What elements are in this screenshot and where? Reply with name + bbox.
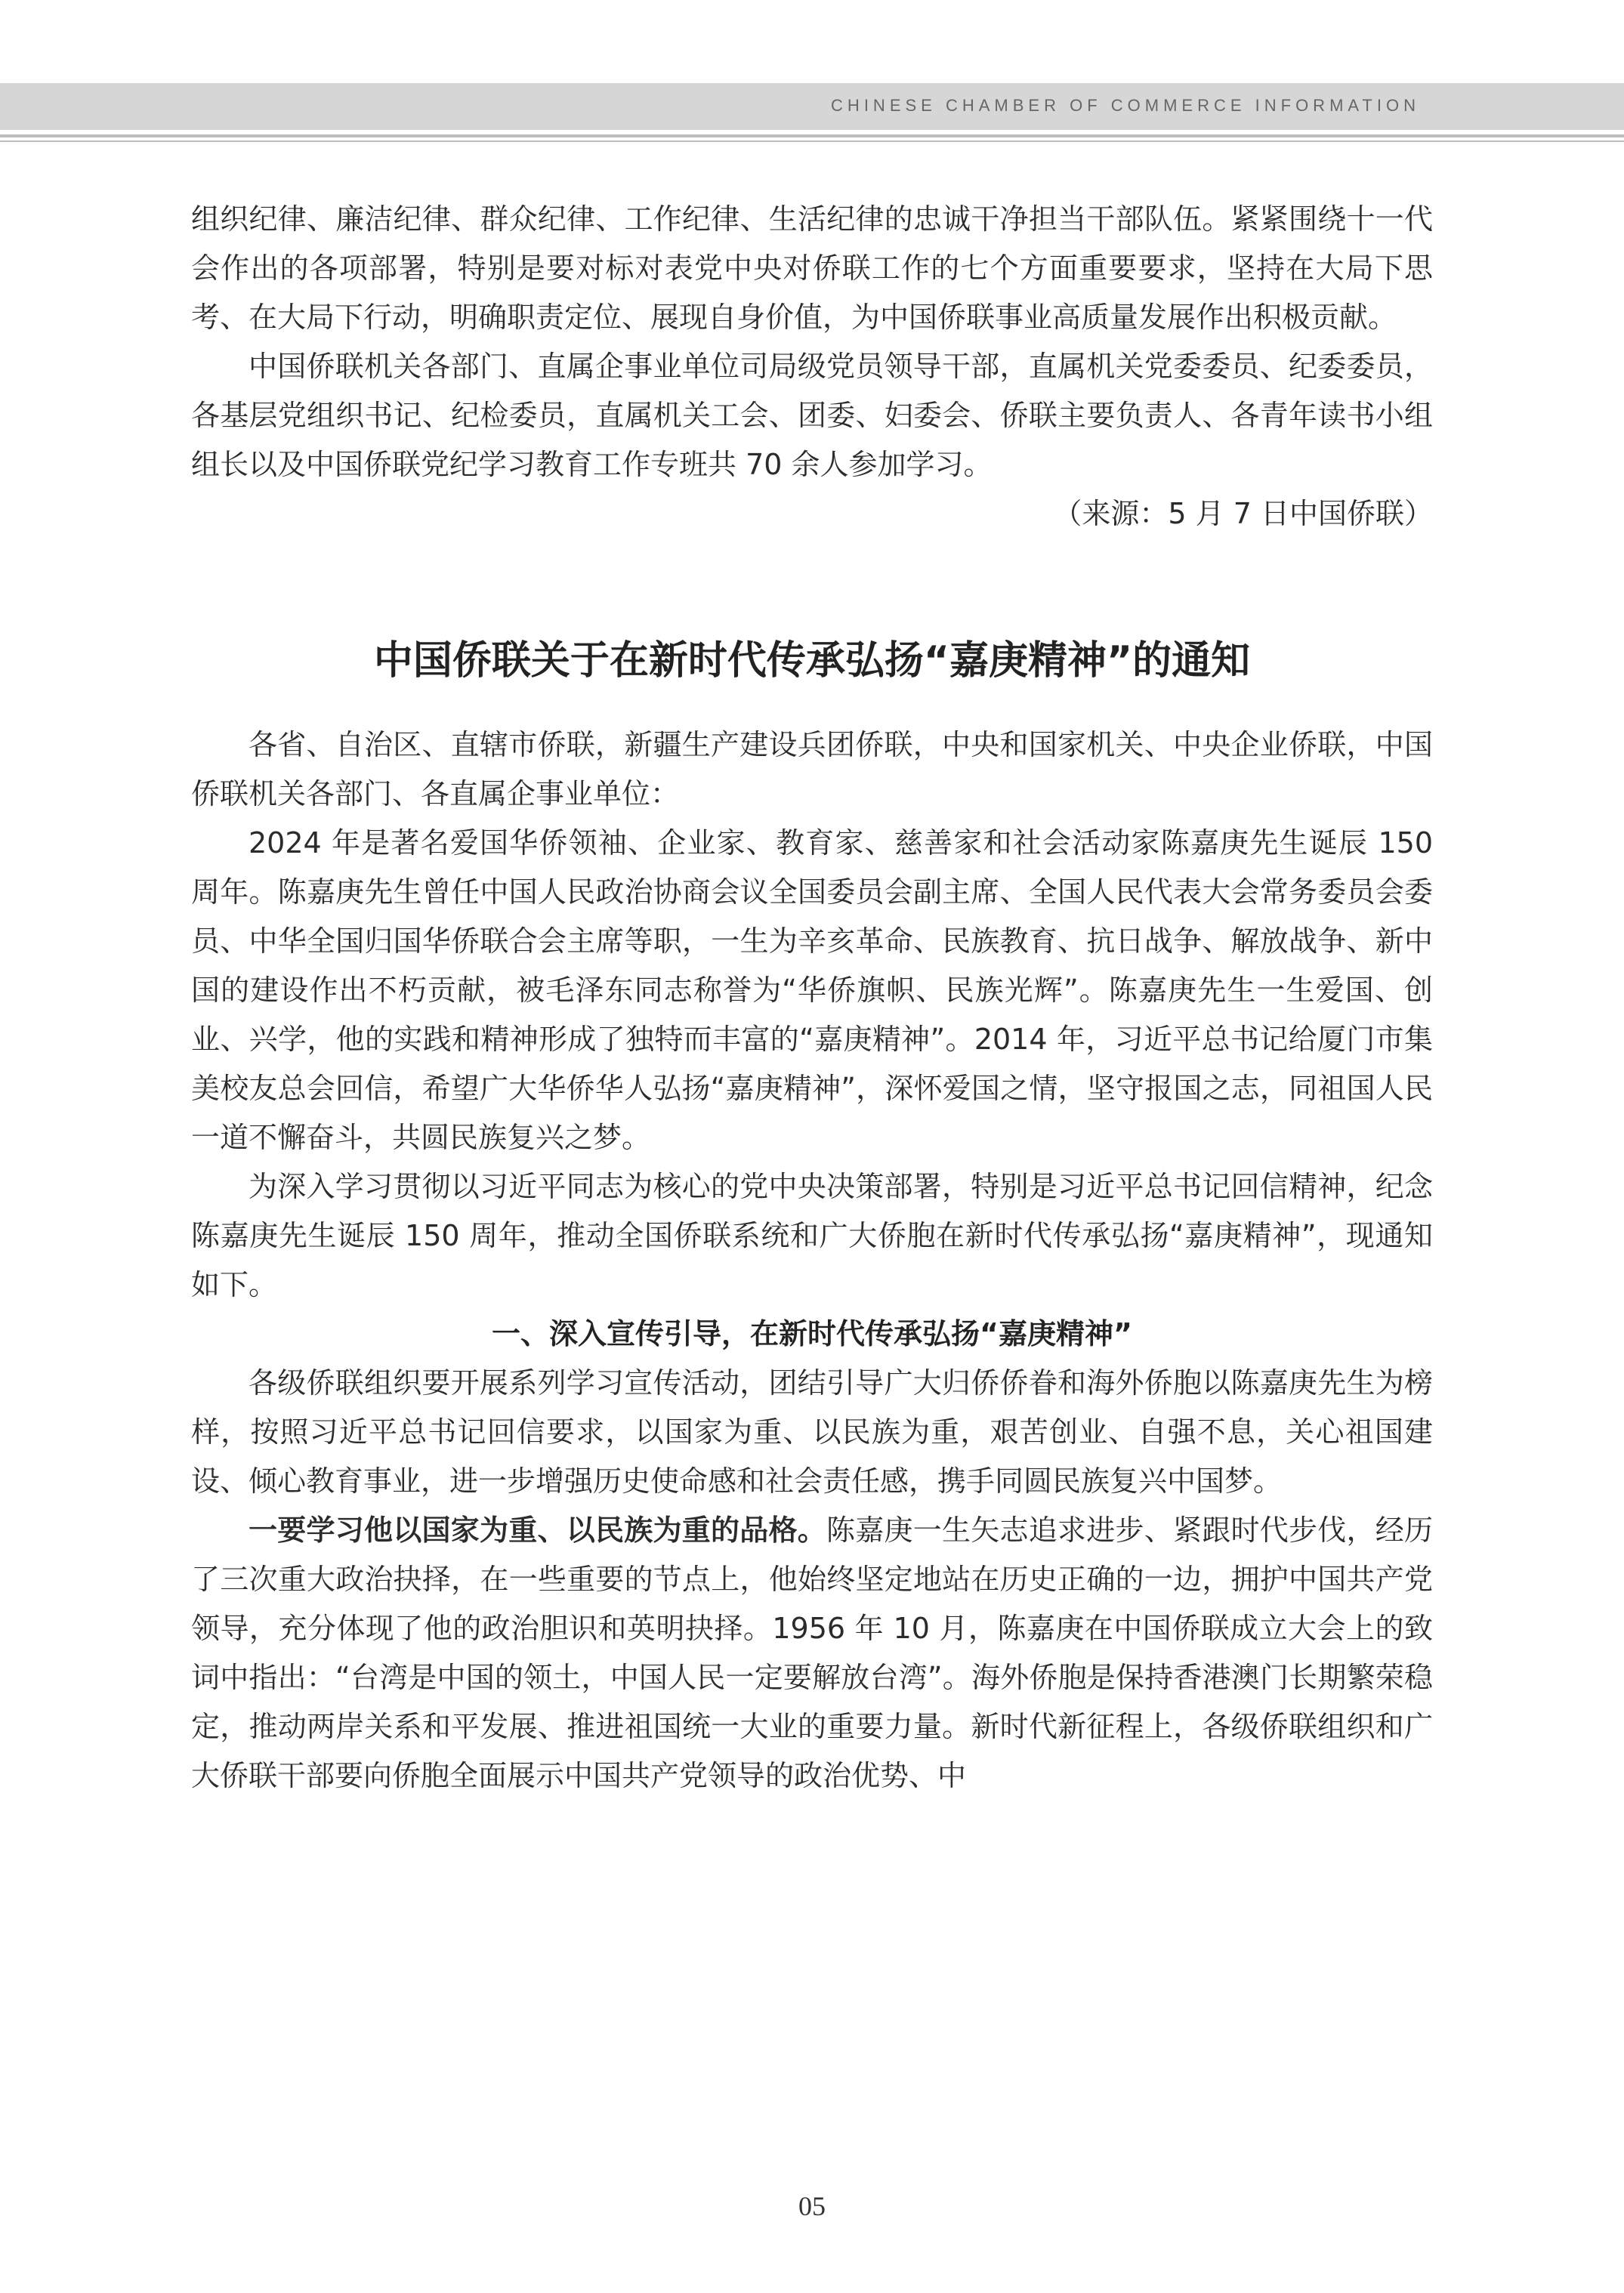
point-1-paragraph [191,1506,1433,1801]
article-title: 中国侨联关于在新时代传承弘扬“嘉庚精神”的通知 [373,638,1251,684]
section-1-paragraph: 各级侨联组织要开展系列学习宣传活动，团结引导广大归侨侨眷和海外侨胞以陈嘉庚先生为榜样，按照习近平总书记回信要求，以国家为重、以民族为重，艰苦创业、自强不息，关心祖国建设、倾心教育事业，进一步增强历史使命感和社会责任感，携手同圆民族复兴中国梦。 [191,1366,1433,1498]
source-note: （来源：5 月 7 日中国侨联） [1053,497,1433,530]
point-1-lead: 一要学习他以国家为重、以民族为重的品格。 [249,1514,826,1547]
page-content [191,195,1433,1801]
salutation: 各省、自治区、直辖市侨联，新疆生产建设兵团侨联，中央和国家机关、中央企业侨联，中国侨联机关各部门、各直属企事业单位： [191,728,1433,810]
section-heading-1: 一、深入宣传引导，在新时代传承弘扬“嘉庚精神” [492,1317,1132,1350]
prev-article-paragraph-1: 组织纪律、廉洁纪律、群众纪律、工作纪律、生活纪律的忠诚干净担当干部队伍。紧紧围绕十一代会作出的各项部署，特别是要对标对表党中央对侨联工作的七个方面重要要求，坚持在大局下思考、在大局下行动，明确职责定位、展现自身价值，为中国侨联事业高质量发展作出积极贡献。 [191,202,1433,334]
running-header: CHINESE CHAMBER OF COMMERCE INFORMATION [831,96,1420,115]
header-divider-thin [0,140,1624,142]
article-paragraph-2: 为深入学习贯彻以习近平同志为核心的党中央决策部署，特别是习近平总书记回信精神，纪念陈嘉庚先生诞辰 150 周年，推动全国侨联系统和广大侨胞在新时代传承弘扬“嘉庚精神”，现通知如下。 [191,1170,1433,1301]
point-1-text: 陈嘉庚一生矢志追求进步、紧跟时代步伐，经历了三次重大政治抉择，在一些重要的节点上，他始终坚定地站在历史正确的一边，拥护中国共产党领导，充分体现了他的政治胆识和英明抉择。1956 年 10 月，陈嘉庚在中国侨联成立大会上的致词中指出：“台湾是中国的领土，中国人民一定要解放台湾”。海外侨胞是保持香港澳门长期繁荣稳定，推动两岸关系和平发展、推进祖国统一大业的重要力量。新时代新征程上，各级侨联组织和广大侨联干部要向侨胞全面展示中国共产党领导的政治优势、中 [191,1514,1433,1792]
prev-article-paragraph-2: 中国侨联机关各部门、直属企事业单位司局级党员领导干部，直属机关党委委员、纪委委员，各基层党组织书记、纪检委员，直属机关工会、团委、妇委会、侨联主要负责人、各青年读书小组组长以及中国侨联党纪学习教育工作专班共 70 余人参加学习。 [191,350,1433,481]
header-divider [0,134,1624,137]
article-paragraph-1: 2024 年是著名爱国华侨领袖、企业家、教育家、慈善家和社会活动家陈嘉庚先生诞辰 150 周年。陈嘉庚先生曾任中国人民政治协商会议全国委员会副主席、全国人民代表大会常务委员会委员、中华全国归国华侨联合会主席等职，一生为辛亥革命、民族教育、抗日战争、解放战争、新中国的建设作出不朽贡献，被毛泽东同志称誉为“华侨旗帜、民族光辉”。陈嘉庚先生一生爱国、创业、兴学，他的实践和精神形成了独特而丰富的“嘉庚精神”。2014 年，习近平总书记给厦门市集美校友总会回信，希望广大华侨华人弘扬“嘉庚精神”，深怀爱国之情，坚守报国之志，同祖国人民一道不懈奋斗，共圆民族复兴之梦。 [191,826,1433,1154]
page-number: 05 [798,2191,826,2221]
